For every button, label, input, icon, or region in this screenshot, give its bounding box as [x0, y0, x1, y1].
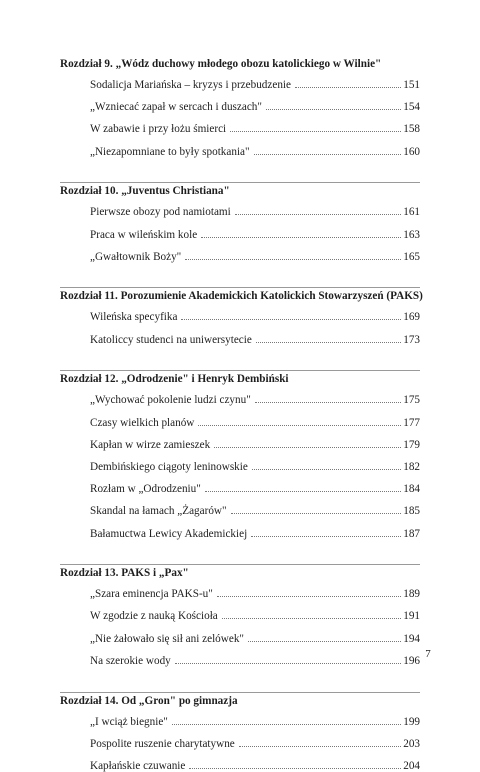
toc-entry[interactable] [90, 311, 420, 323]
entry-title: Na szerokie wody [90, 654, 171, 667]
entry-page-number: 179 [403, 438, 420, 451]
entry-title: Kapłańskie czuwanie [90, 759, 186, 772]
entry-title: Rozłam w „Odrodzeniu" [90, 483, 201, 496]
entry-title: „Wzniecać zapał w sercach i duszach" [90, 101, 262, 114]
entry-page-number: 154 [403, 101, 420, 114]
entry-title: „Szara eminencja PAKS-u" [90, 588, 213, 601]
dot-leader [251, 536, 401, 537]
chapter-heading: Rozdział 10. „Juventus Christiana" [60, 185, 230, 198]
section-divider [60, 182, 420, 183]
entry-title: W zgodzie z nauką Kościoła [90, 610, 218, 623]
chapter-heading: Rozdział 14. Od „Gron" po gimnazja [60, 694, 238, 707]
entry-title: Kapłan w wirze zamieszek [90, 438, 211, 451]
entry-title: „I wciąż biegnie" [90, 715, 168, 728]
toc-entry[interactable] [90, 229, 420, 241]
entry-page-number: 187 [403, 527, 420, 540]
entry-title: Skandal na łamach „Żagarów" [90, 505, 227, 518]
toc-entry[interactable] [90, 760, 420, 772]
dot-leader [205, 491, 401, 492]
entry-title: „Gwałtownik Boży" [90, 250, 182, 263]
entry-page-number: 196 [403, 654, 420, 667]
toc-entry[interactable] [90, 206, 420, 218]
toc-entry[interactable] [90, 251, 420, 263]
chapter-heading: Rozdział 11. Porozumienie Akademickich Katolickich Stowarzyszeń (PAKS) [60, 290, 423, 303]
dot-leader [222, 618, 401, 619]
toc-entry[interactable] [90, 334, 420, 346]
entry-page-number: 161 [403, 206, 420, 219]
dot-leader [256, 342, 401, 343]
entry-title: Sodalicja Mariańska – kryzys i przebudzenie [90, 79, 291, 91]
dot-leader [201, 237, 401, 238]
entry-page-number: 163 [403, 228, 420, 241]
toc-entry[interactable] [90, 655, 420, 667]
dot-leader [252, 469, 401, 470]
dot-leader [295, 87, 401, 88]
entry-title: W zabawie i przy łożu śmierci [90, 123, 227, 136]
dot-leader [181, 319, 401, 320]
dot-leader [214, 447, 401, 448]
dot-leader [248, 641, 401, 642]
entry-page-number: 182 [403, 460, 420, 473]
toc-entry[interactable] [90, 123, 420, 135]
entry-title: Pierwsze obozy pod namiotami [90, 206, 231, 219]
entry-page-number: 158 [403, 123, 420, 136]
dot-leader [175, 663, 401, 664]
chapter-heading: Rozdział 12. „Odrodzenie" i Henryk Dembiński [60, 373, 289, 386]
dot-leader [198, 425, 401, 426]
entry-page-number: 199 [403, 715, 420, 728]
entry-page-number: 151 [403, 79, 420, 91]
toc-entry[interactable] [90, 610, 420, 622]
toc-entry[interactable] [90, 505, 420, 517]
entry-page-number: 189 [403, 588, 420, 601]
entry-page-number: 203 [403, 737, 420, 750]
section-divider [60, 564, 420, 565]
entry-title: Czasy wielkich planów [90, 416, 195, 429]
dot-leader [217, 596, 401, 597]
dot-leader [239, 746, 401, 747]
entry-title: Dembińskiego ciągoty leninowskie [90, 460, 248, 473]
toc-entry[interactable] [90, 439, 420, 451]
entry-page-number: 175 [403, 394, 420, 407]
entry-page-number: 204 [403, 759, 420, 772]
toc-entry[interactable] [90, 461, 420, 473]
entry-title: Pospolite ruszenie charytatywne [90, 737, 235, 750]
entry-page-number: 165 [403, 250, 420, 263]
dot-leader [235, 214, 401, 215]
toc-entry[interactable] [90, 528, 420, 540]
dot-leader [230, 131, 401, 132]
entry-title: „Nie żałowało się sił ani zelówek" [90, 632, 244, 645]
entry-page-number: 169 [403, 311, 420, 324]
chapter-heading: Rozdział 9. „Wódz duchowy młodego obozu katolickiego w Wilnie" [60, 58, 382, 70]
entry-title: Praca w wileńskim kole [90, 228, 198, 241]
entry-title: Katoliccy studenci na uniwersytecie [90, 333, 252, 346]
section-divider [60, 692, 420, 693]
section-divider [60, 370, 420, 371]
toc-entry[interactable] [90, 738, 420, 750]
toc-entry[interactable] [90, 483, 420, 495]
toc-entry[interactable] [90, 79, 420, 91]
dot-leader [255, 402, 401, 403]
entry-page-number: 191 [403, 610, 420, 623]
toc-entry[interactable] [90, 101, 420, 113]
entry-page-number: 184 [403, 483, 420, 496]
entry-title: Wileńska specyfika [90, 311, 178, 324]
entry-title: „Wychować pokolenie ludzi czynu" [90, 394, 251, 407]
entry-page-number: 177 [403, 416, 420, 429]
page-number: 7 [425, 648, 431, 660]
dot-leader [189, 768, 401, 769]
entry-page-number: 185 [403, 505, 420, 518]
toc-entry[interactable] [90, 394, 420, 406]
entry-page-number: 160 [403, 145, 420, 158]
toc-entry[interactable] [90, 588, 420, 600]
entry-title: „Niezapomniane to były spotkania" [90, 145, 250, 158]
entry-page-number: 173 [403, 333, 420, 346]
dot-leader [266, 109, 401, 110]
chapter-heading: Rozdział 13. PAKS i „Pax" [60, 567, 189, 580]
section-divider [60, 287, 420, 288]
dot-leader [185, 259, 401, 260]
dot-leader [254, 154, 402, 155]
dot-leader [231, 513, 402, 514]
dot-leader [172, 724, 401, 725]
entry-title: Bałamuctwa Lewicy Akademickiej [90, 527, 248, 540]
toc-entry[interactable] [90, 417, 420, 429]
toc-entry[interactable] [90, 716, 420, 728]
entry-page-number: 194 [403, 632, 420, 645]
toc-entry[interactable] [90, 146, 420, 158]
toc-entry[interactable] [90, 633, 420, 645]
